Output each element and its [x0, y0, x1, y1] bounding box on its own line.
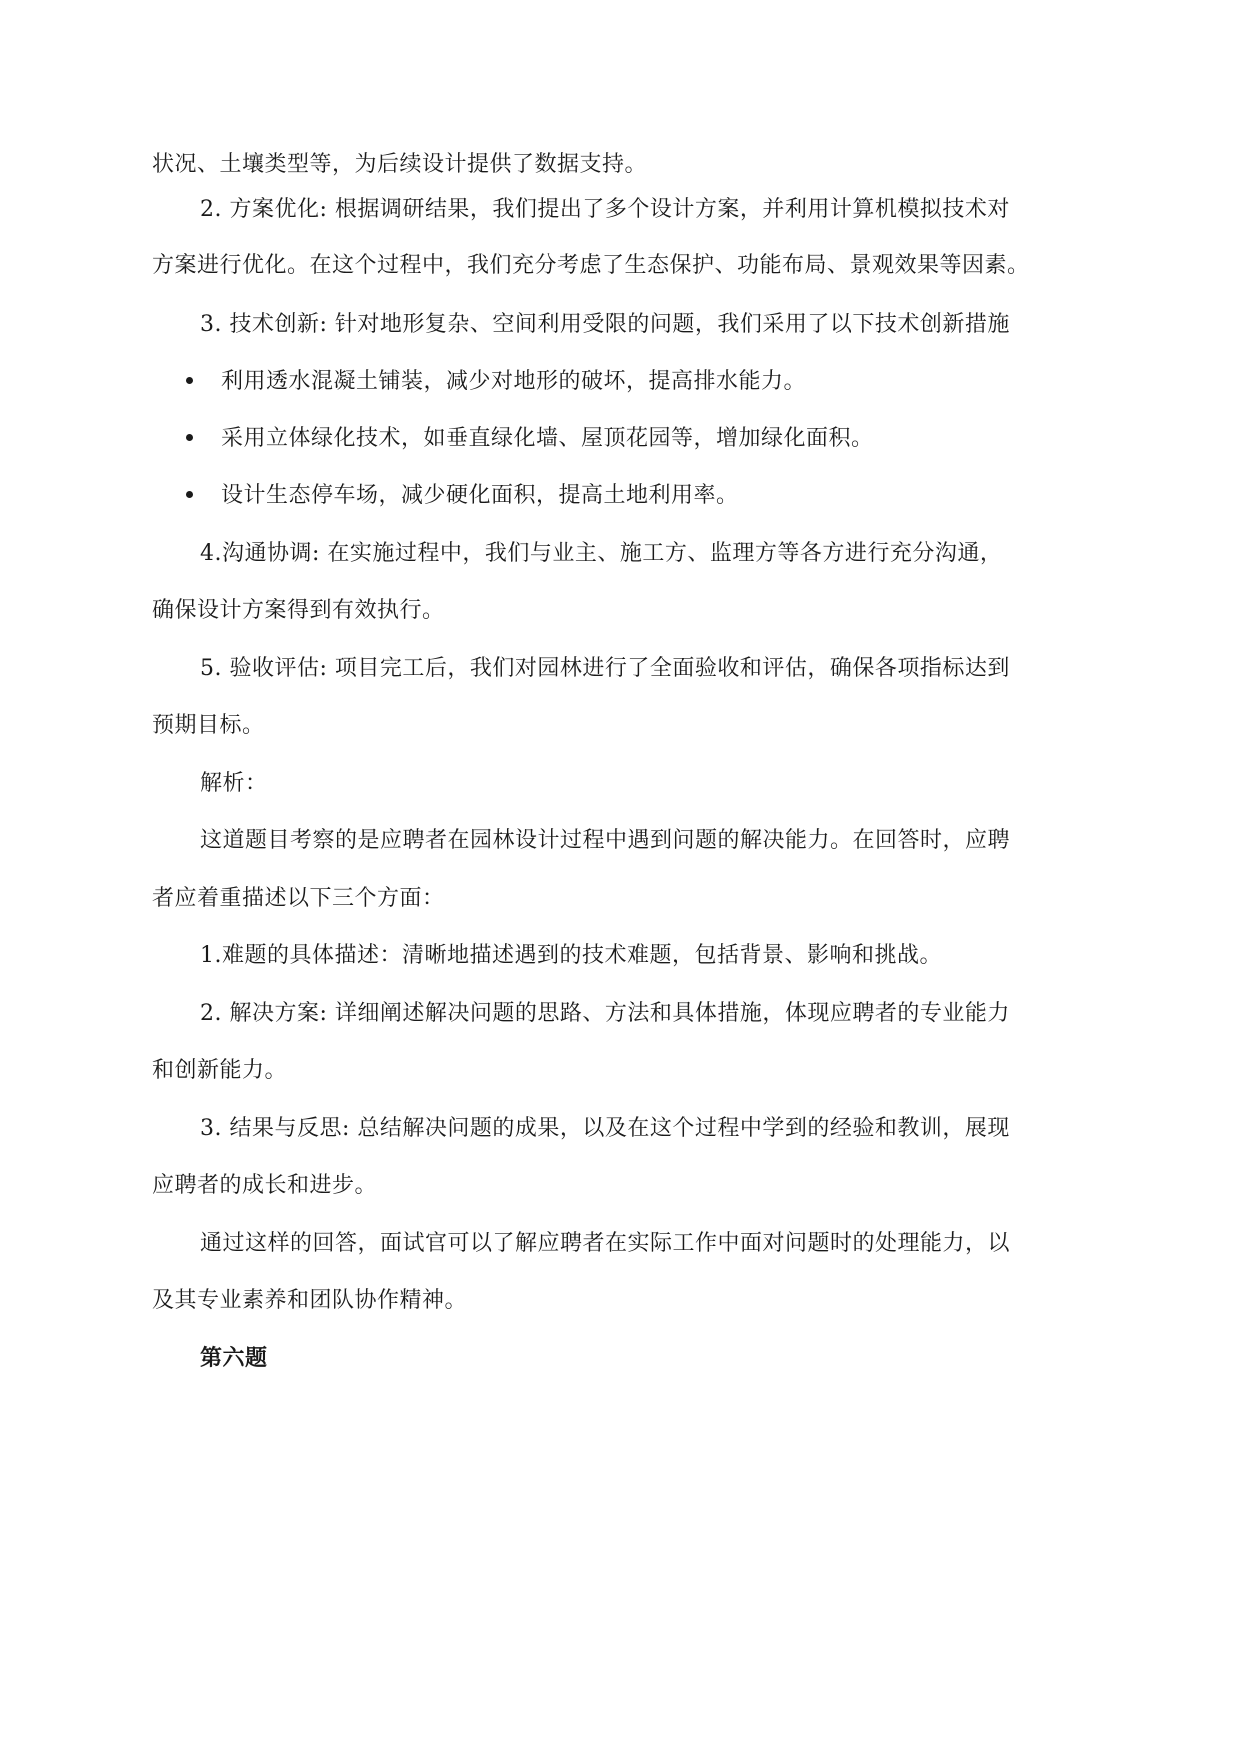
bullet-icon: [186, 434, 193, 441]
paragraph-line: 1.难题的具体描述：清晰地描述遇到的技术难题，包括背景、影响和挑战。: [200, 943, 942, 968]
paragraph-line: 这道题目考察的是应聘者在园林设计过程中遇到问题的解决能力。在回答时，应聘: [200, 828, 1011, 853]
paragraph-line: 确保设计方案得到有效执行。: [152, 598, 445, 623]
list-item: [186, 481, 739, 511]
section-heading: 第六题: [200, 1346, 268, 1371]
list-item-text: 利用透水混凝土铺装，减少对地形的破坏，提高排水能力。: [221, 369, 807, 394]
paragraph-line: 及其专业素养和团队协作精神。: [152, 1288, 468, 1313]
paragraph-line: 2. 方案优化: 根据调研结果，我们提出了多个设计方案，并利用计算机模拟技术对: [200, 197, 1010, 222]
paragraph-line: 应聘者的成长和进步。: [152, 1173, 378, 1198]
paragraph-line: 和创新能力。: [152, 1058, 288, 1083]
paragraph-line: 状况、土壤类型等，为后续设计提供了数据支持。: [152, 152, 648, 177]
paragraph-line: 3. 结果与反思: 总结解决问题的成果，以及在这个过程中学到的经验和教训，展现: [200, 1116, 1010, 1141]
bullet-icon: [186, 491, 193, 498]
paragraph-line: 5. 验收评估: 项目完工后，我们对园林进行了全面验收和评估，确保各项指标达到: [200, 656, 1010, 681]
analysis-label: 解析：: [200, 771, 268, 796]
list-item-text: 采用立体绿化技术，如垂直绿化墙、屋顶花园等，增加绿化面积。: [221, 426, 874, 451]
paragraph-line: 者应着重描述以下三个方面：: [152, 886, 445, 911]
list-item-text: 设计生态停车场，减少硬化面积，提高土地利用率。: [221, 483, 739, 508]
paragraph-line: 3. 技术创新: 针对地形复杂、空间利用受限的问题，我们采用了以下技术创新措施: [200, 312, 1010, 337]
paragraph-line: 通过这样的回答，面试官可以了解应聘者在实际工作中面对问题时的处理能力，以: [200, 1231, 1011, 1256]
paragraph-line: 4.沟通协调: 在实施过程中，我们与业主、施工方、监理方等各方进行充分沟通，: [200, 541, 1003, 566]
paragraph-line: 方案进行优化。在这个过程中，我们充分考虑了生态保护、功能布局、景观效果等因素。: [152, 253, 1030, 278]
paragraph-line: 预期目标。: [152, 713, 265, 738]
list-item: [186, 367, 806, 397]
list-item: [186, 424, 874, 454]
paragraph-line: 2. 解决方案: 详细阐述解决问题的思路、方法和具体措施，体现应聘者的专业能力: [200, 1001, 1010, 1026]
bullet-icon: [186, 377, 193, 384]
